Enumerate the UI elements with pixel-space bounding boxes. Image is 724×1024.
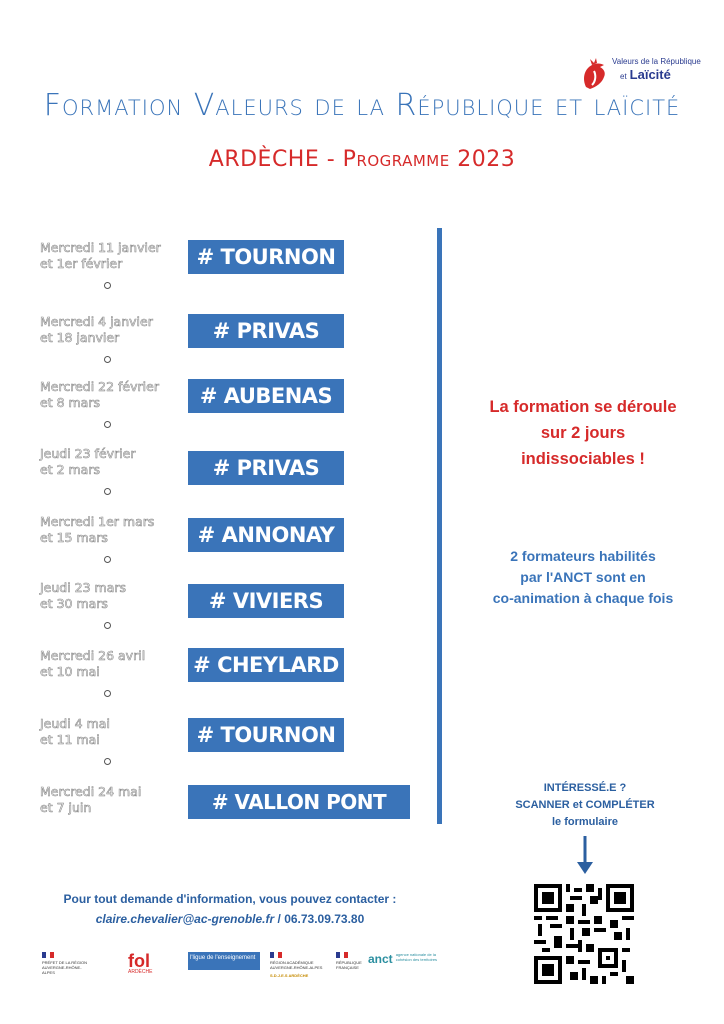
session-4	[40, 446, 440, 496]
contact-details: claire.chevalier@ac-grenoble.fr / 06.73.09.73.80	[95, 912, 365, 926]
session-6	[40, 580, 440, 630]
session-date: Mercredi 24 mai et 7 juin	[40, 784, 142, 815]
arrow-down-icon	[576, 836, 594, 876]
city-badge: # CHEYLARD	[188, 648, 344, 682]
session-date: Mercredi 1er mars et 15 mars	[40, 514, 155, 545]
marianne-icon	[42, 952, 54, 958]
contact-email[interactable]: claire.chevalier@ac-grenoble.fr	[95, 912, 275, 926]
partner-ligue-logo: l'ligue de l'enseignement	[188, 952, 260, 970]
marianne-icon	[270, 952, 282, 958]
contact-heading: Pour tout demande d'information, vous pouvez contacter :	[63, 892, 397, 906]
logo-line1: Valeurs de la République	[612, 57, 701, 66]
city-badge: # PRIVAS	[188, 451, 344, 485]
session-1	[40, 240, 440, 290]
city-badge: # AUBENAS	[188, 379, 344, 413]
session-date: Jeudi 4 mai et 11 mai	[40, 716, 110, 747]
bullet-dot	[104, 356, 111, 363]
session-9	[40, 784, 440, 848]
trainers-notice: 2 formateurs habilités par l'ANCT sont en co-animation à chaque fois	[492, 548, 674, 606]
session-date: Jeudi 23 février et 2 mars	[40, 446, 136, 477]
city-badge: # PRIVAS	[188, 314, 344, 348]
session-date: Mercredi 4 janvier et 18 janvier	[40, 314, 153, 345]
city-badge: # VALLON PONT D'ARC	[188, 785, 410, 819]
session-8	[40, 716, 440, 766]
city-badge: # TOURNON	[188, 240, 344, 274]
session-7	[40, 648, 440, 698]
contact-phone[interactable]: 06.73.09.73.80	[284, 912, 365, 926]
duration-notice: La formation se déroule sur 2 jours indissociables !	[489, 398, 677, 468]
partner-academie-logo: RÉGION ACADÉMIQUE AUVERGNE-RHÔNE-ALPES S.D.J.E.S ARDÈCHE	[270, 952, 330, 978]
divider-line	[437, 228, 442, 824]
logo-line2: et Laïcité	[620, 67, 671, 82]
session-2	[40, 314, 440, 364]
session-date: Mercredi 22 février et 8 mars	[40, 379, 159, 410]
session-3	[40, 379, 440, 429]
partner-republique-logo: RÉPUBLIQUE FRANÇAISE	[336, 952, 366, 970]
city-badge: # VIVIERS	[188, 584, 344, 618]
bullet-dot	[104, 488, 111, 495]
partner-fol-logo: fol ARDÈCHE	[128, 951, 153, 975]
bullet-dot	[104, 421, 111, 428]
bullet-dot	[104, 690, 111, 697]
city-badge: # ANNONAY	[188, 518, 344, 552]
session-date: Mercredi 11 janvier et 1er février	[40, 240, 161, 271]
city-badge: # TOURNON	[188, 718, 344, 752]
page-title: Formation Valeurs de la République et laïcité	[43, 88, 681, 123]
qr-code[interactable]	[534, 884, 634, 984]
session-5	[40, 514, 440, 564]
bullet-dot	[104, 758, 111, 765]
page-subtitle: ARDÈCHE - Programme 2023	[208, 147, 516, 172]
session-date: Jeudi 23 mars et 30 mars	[40, 580, 127, 611]
partner-anct-logo: anct agence nationale de la cohésion des territoires	[368, 952, 438, 966]
marianne-icon	[336, 952, 348, 958]
bullet-dot	[104, 556, 111, 563]
session-date: Mercredi 26 avril et 10 mai	[40, 648, 146, 679]
scan-prompt: INTÉRESSÉ.E ? SCANNER et COMPLÉTER le formulaire	[515, 782, 655, 828]
partner-prefecture-logo: PRÉFET DE LA RÉGION AUVERGNE-RHÔNE-ALPES	[42, 952, 90, 975]
bullet-dot	[104, 282, 111, 289]
bullet-dot	[104, 622, 111, 629]
